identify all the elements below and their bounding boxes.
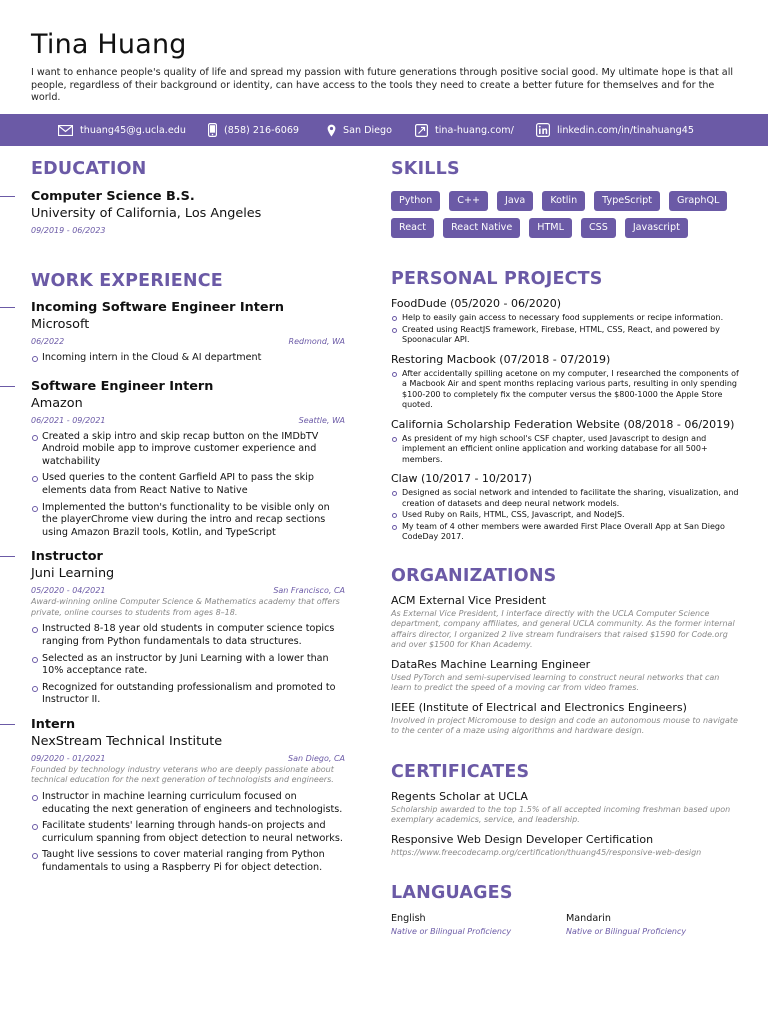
website-text: tina-huang.com/ (435, 124, 514, 136)
language-entry (566, 913, 741, 937)
organization-entry (391, 701, 741, 737)
project-bullet: Designed as social network and intended to facilitate the sharing, visualization, and creation of datasets and deep neural network models. (391, 488, 741, 509)
resume-header (31, 30, 743, 105)
summary-text: I want to enhance people's quality of life and spread my passion with future generations through positive social good. My ultimate hope is that all people, regardless of their background or identity, can have access to the tools they need to create a better future for themselves and for the world. (31, 67, 734, 104)
job-dates: 06/2022 (31, 337, 65, 346)
right-column (391, 158, 741, 937)
contact-email[interactable] (58, 114, 186, 146)
job-bullets (31, 431, 345, 540)
organizations-title: ORGANIZATIONS (391, 565, 557, 586)
project-bullets (391, 313, 741, 346)
skill-tag: React Native (443, 218, 520, 238)
job-bullets (31, 623, 345, 707)
job-role: Instructor (31, 549, 103, 565)
linkedin-text: linkedin.com/in/tinahuang45 (557, 124, 694, 136)
project-bullets (391, 369, 741, 411)
project-title: Restoring Macbook (07/2018 - 07/2019) (391, 352, 611, 366)
job-meta (31, 415, 345, 426)
certificates-section (391, 761, 741, 859)
job-bullet: Taught live sessions to cover material ranging from Python fundamentals to using a Raspberry Pi for object detection. (31, 849, 345, 874)
job-company: Microsoft (31, 317, 90, 332)
degree: Computer Science B.S. (31, 189, 195, 204)
organizations-section (391, 565, 741, 737)
skill-tag: CSS (581, 218, 616, 238)
job-bullets (31, 352, 345, 365)
work-section (31, 270, 345, 874)
location-pin-icon (327, 124, 336, 137)
job-meta (31, 336, 345, 347)
project-entry (391, 472, 741, 543)
project-bullet: Used Ruby on Rails, HTML, CSS, Javascript, and NodeJS. (391, 510, 741, 521)
company-description: Founded by technology industry veterans who are deeply passionate about technical education for the next generation of technologists and engineers. (31, 764, 334, 785)
job-bullet: Facilitate students' learning through hands-on projects and curriculum spanning from object detection to neural networks. (31, 820, 345, 845)
job-bullets (31, 791, 345, 875)
work-title: WORK EXPERIENCE (31, 271, 223, 291)
skills-list (391, 191, 751, 238)
envelope-icon (58, 125, 73, 136)
job-bullet: Incoming intern in the Cloud & AI department (31, 352, 345, 365)
candidate-name: Tina Huang (31, 29, 187, 60)
education-entry (31, 189, 345, 236)
job-bullet: Implemented the button's functionality to be visible only on the playerChrome view during the intro and recap sections using Amazon Brazil tools, Kotlin, and TypeScript (31, 502, 345, 540)
job-dates: 09/2020 - 01/2021 (31, 753, 106, 763)
projects-title: PERSONAL PROJECTS (391, 269, 603, 289)
project-title: Claw (10/2017 - 10/2017) (391, 472, 532, 485)
project-title: FoodDude (05/2020 - 06/2020) (391, 297, 562, 310)
job-role: Software Engineer Intern (31, 378, 214, 394)
project-bullet: My team of 4 other members were awarded First Place Overall App at San Diego CodeDay 2017. (391, 522, 741, 543)
job-location: Redmond, WA (288, 337, 345, 346)
language-level: Native or Bilingual Proficiency (566, 927, 687, 936)
work-entry (31, 717, 345, 875)
languages-title: LANGUAGES (391, 883, 513, 903)
project-title: California Scholarship Federation Website (08/2018 - 06/2019) (391, 417, 735, 431)
project-bullets (391, 434, 741, 466)
job-dates: 06/2021 - 09/2021 (31, 415, 106, 425)
work-entry (31, 379, 345, 540)
organization-entry (391, 658, 741, 694)
link-icon (415, 124, 428, 137)
certificate-title: Responsive Web Design Developer Certification (391, 832, 654, 846)
skill-tag: Python (391, 191, 440, 211)
job-meta (31, 753, 345, 764)
skill-tag: React (391, 218, 434, 238)
left-column (31, 158, 345, 878)
organization-title: IEEE (Institute of Electrical and Electronics Engineers) (391, 700, 687, 714)
email-text: thuang45@g.ucla.edu (80, 124, 186, 136)
skill-tag: HTML (529, 218, 572, 238)
education-section (31, 158, 345, 236)
job-company: NexStream Technical Institute (31, 733, 223, 749)
contact-location (327, 114, 392, 146)
timeline-tick (0, 307, 15, 308)
skill-tag: Java (497, 191, 533, 211)
languages-section (391, 882, 741, 937)
organization-title: DataRes Machine Learning Engineer (391, 657, 591, 671)
job-bullet: Instructor in machine learning curriculum focused on educating the next generation of engineers and technologists. (31, 791, 345, 816)
job-role: Incoming Software Engineer Intern (31, 300, 285, 315)
education-title: EDUCATION (31, 159, 147, 179)
skill-tag: Kotlin (542, 191, 585, 211)
project-entry (391, 297, 741, 346)
job-dates: 05/2020 - 04/2021 (31, 586, 106, 596)
job-bullet: Instructed 8-18 year old students in computer science topics ranging from Python fundamentals to data structures. (31, 623, 345, 648)
work-entry (31, 300, 345, 365)
project-bullets (391, 488, 741, 543)
work-entry (31, 549, 345, 707)
skill-tag: TypeScript (594, 191, 660, 211)
job-bullet: Created a skip intro and skip recap button on the IMDbTV Android mobile app to improve customer experience and watchability (31, 431, 345, 469)
languages-list (391, 913, 741, 937)
contact-bar (0, 114, 768, 146)
job-location: San Francisco, CA (273, 586, 345, 596)
certificate-entry (391, 790, 741, 826)
organization-title: ACM External Vice President (391, 593, 547, 607)
job-meta (31, 585, 345, 596)
projects-section (391, 268, 741, 543)
project-bullet: Created using ReactJS framework, Firebase, HTML, CSS, React, and powered by Spoonacular API. (391, 325, 741, 346)
certificate-description: Scholarship awarded to the top 1.5% of all accepted incoming freshman based upon exemplary academics, service, and leadership. (391, 804, 731, 824)
contact-website[interactable] (415, 114, 514, 146)
certificate-title: Regents Scholar at UCLA (391, 789, 528, 803)
phone-icon (208, 123, 217, 137)
project-bullet: Help to easily gain access to necessary food supplements or recipe information. (391, 313, 741, 324)
job-location: Seattle, WA (298, 415, 345, 425)
phone-text: (858) 216-6069 (224, 124, 300, 136)
linkedin-icon (536, 123, 550, 137)
timeline-tick (0, 386, 15, 387)
job-bullet: Recognized for outstanding professionalism and promoted to Instructor II. (31, 682, 345, 707)
language-entry (391, 913, 566, 937)
project-bullet: After accidentally spilling acetone on my computer, I researched the components of a Macbook Air and spent months replacing various parts, resulting in only spending $100-200 to completely fix the computer versus the $800-1000 the Apple Store quoted. (391, 369, 741, 411)
location-text: San Diego (343, 124, 393, 136)
job-location: San Diego, CA (287, 753, 345, 763)
project-entry (391, 353, 741, 411)
language-name: Mandarin (566, 913, 611, 924)
organization-description: Involved in project Micromouse to design and code an autonomous mouse to navigate to the center of a maze using algorithms and hardware design. (391, 715, 738, 735)
language-level: Native or Bilingual Proficiency (391, 927, 512, 936)
certificates-title: CERTIFICATES (391, 761, 530, 782)
job-role: Intern (31, 716, 76, 732)
skill-tag: C++ (449, 191, 488, 211)
skill-tag: Javascript (625, 218, 688, 238)
project-bullet: As president of my high school's CSF chapter, used Javascript to design and implement an efficient online application and working database for all 500+ members. (391, 434, 741, 466)
contact-phone[interactable] (208, 114, 299, 146)
job-bullet: Selected as an instructor by Juni Learning with a lower than 10% acceptance rate. (31, 653, 345, 678)
certificate-description: https://www.freecodecamp.org/certification/thuang45/responsive-web-design (391, 847, 702, 857)
timeline-tick (0, 196, 15, 197)
job-company: Juni Learning (31, 566, 115, 582)
contact-linkedin[interactable] (536, 114, 694, 146)
job-bullet: Used queries to the content Garfield API to pass the skip elements data from React Native to Native (31, 472, 345, 497)
school: University of California, Los Angeles (31, 206, 262, 221)
skills-title: SKILLS (391, 159, 460, 179)
language-name: English (391, 913, 426, 924)
skill-tag: GraphQL (669, 191, 727, 211)
job-company: Amazon (31, 395, 83, 411)
organization-entry (391, 594, 741, 651)
project-entry (391, 418, 741, 466)
certificate-entry (391, 833, 741, 859)
organization-description: As External Vice President, I interface directly with the UCLA Computer Science department, company affiliates, and general UCLA community. As the former internal affairs director, I organized 2 live stream fundraisers that raised $1590 for Code.org and over $1500 for Khan Academy. (391, 608, 735, 649)
education-dates: 09/2019 - 06/2023 (31, 226, 106, 235)
timeline-tick (0, 724, 15, 725)
company-description: Award-winning online Computer Science & Mathematics academy that offers private, online courses to students from ages 8–18. (31, 597, 340, 617)
timeline-tick (0, 556, 15, 557)
organization-description: Used PyTorch and semi-supervised learning to construct neural networks that can learn to predict the speed of a moving car from video frames. (391, 672, 720, 692)
education-meta (31, 225, 345, 236)
skills-section (391, 158, 741, 238)
